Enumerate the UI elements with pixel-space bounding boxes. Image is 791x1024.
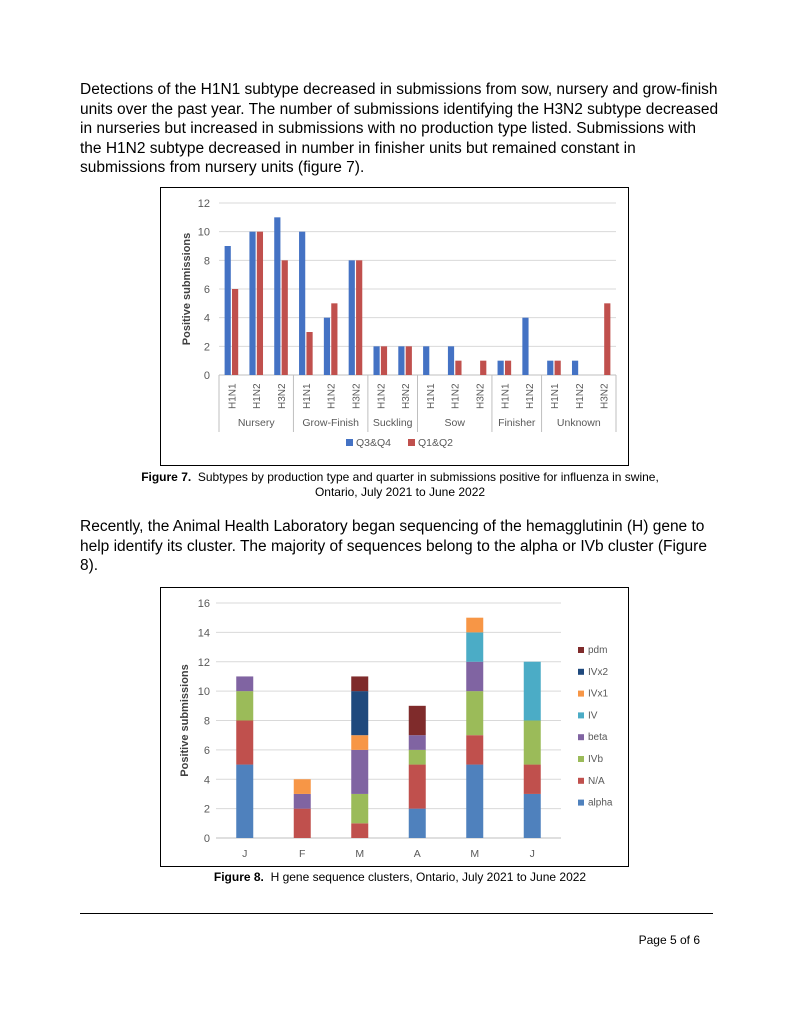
x-tick-label: H1N2 [450,383,462,409]
legend-swatch [578,691,584,697]
group-label: Suckling [372,417,413,429]
figure-7-chart [160,187,629,466]
bar-segment-ivb [409,750,426,765]
figure-7-caption-text-2: Ontario, July 2021 to June 2022 [314,485,486,499]
x-tick-label: H1N1 [500,383,512,409]
bar-segment-iv [466,632,483,661]
legend-swatch [578,800,584,806]
x-tick-label: H3N2 [351,383,363,409]
page-number: Page 5 of 6 [638,933,700,947]
y-tick-label: 10 [197,686,210,699]
bar-segment-ivb [524,721,541,765]
x-tick-label: H1N2 [326,383,338,409]
y-tick-label: 14 [197,627,210,640]
paragraph-h-gene-sequencing: Recently, the Animal Health Laboratory began sequencing of the hemagglutinin (H) gene to help identify its cluster. The majority of sequences belong to the alpha or IVb cluster (Figure 8). [80,518,707,574]
bar-q1q2 [232,289,238,375]
bar-segment-alpha [466,765,483,838]
bar-segment-ivx1 [294,779,311,794]
bar-q1q2 [480,361,486,375]
y-tick-label: 0 [203,833,210,845]
y-axis-label: Positive submissions [181,232,193,346]
x-tick-label: J [242,848,248,860]
y-tick-label: 0 [203,370,210,382]
y-tick-label: 8 [203,255,210,268]
x-tick-label: H1N1 [425,383,437,409]
bar-q3q4 [373,346,379,375]
bar-q1q2 [282,260,288,375]
x-tick-label: A [413,848,421,860]
y-tick-label: 12 [197,198,210,210]
bar-q3q4 [448,346,454,375]
bar-segment-ivx1 [351,735,368,750]
legend-label: pdm [588,645,608,656]
bar-segment-na [351,823,368,838]
x-tick-label: H1N2 [574,383,586,409]
x-tick-label: H3N2 [599,383,611,409]
group-label: Finisher [498,417,536,429]
bar-segment-iv [524,662,541,721]
bar-q1q2 [555,361,561,375]
bar-q3q4 [547,361,553,375]
bar-q3q4 [498,361,504,375]
bar-segment-beta [409,735,426,750]
bar-q1q2 [257,232,263,375]
y-tick-label: 16 [197,598,210,610]
legend-label: Q3&Q4 [356,437,392,449]
bar-segment-alpha [524,794,541,838]
bar-segment-pdm [351,676,368,691]
x-tick-label: H1N2 [525,383,537,409]
x-tick-label: H3N2 [277,383,289,409]
y-tick-label: 4 [203,312,210,325]
bar-segment-alpha [236,765,253,838]
bar-segment-na [466,735,483,764]
bar-q3q4 [249,232,255,375]
bar-q1q2 [406,346,412,375]
legend-swatch [578,712,584,718]
bar-segment-beta [236,676,253,691]
bar-q3q4 [225,246,231,375]
bar-segment-beta [466,662,483,691]
legend-label: IV [588,710,598,722]
x-tick-label: H1N1 [301,383,313,409]
bar-q1q2 [505,361,511,375]
figure-7-label: Figure 7. [141,470,192,484]
legend-label: IVb [588,754,604,765]
bar-segment-na [236,721,253,765]
y-tick-label: 12 [197,656,210,669]
bar-q3q4 [274,217,280,375]
paragraph-h1n1-detections: Detections of the H1N1 subtype decreased in submissions from sow, nursery and grow-finish units over the past year. The number of submissions identifying the H3N2 subtype decreased in nurseries but increased in submissions with no production type listed. Submissions with the H1N2 subtype decreased in number in finisher units but remained constant in submissions from nursery units (figure 7). [80,81,719,176]
x-tick-label: M [470,848,480,860]
bar-q3q4 [423,346,429,375]
legend-label: Q1&Q2 [418,437,454,449]
legend-swatch [578,669,584,675]
x-tick-label: H1N2 [252,383,264,409]
group-label: Nursery [237,417,275,429]
figure-8-chart [160,587,629,867]
figure-8-label: Figure 8. [213,870,264,884]
bar-q3q4 [522,318,528,375]
legend-swatch [408,439,415,446]
bar-segment-ivb [351,794,368,823]
legend-swatch [346,439,353,446]
x-tick-label: J [529,848,535,860]
legend-swatch [578,734,584,740]
footer-rule [80,913,713,914]
y-tick-label: 10 [197,226,210,239]
bar-q3q4 [324,318,330,375]
group-label: Unknown [556,417,601,429]
bar-segment-beta [351,750,368,794]
bar-segment-na [524,765,541,794]
legend-label: beta [588,732,608,744]
figure-8-caption-text: H gene sequence clusters, Ontario, July 2021 to June 2022 [270,870,587,884]
x-tick-label: F [299,848,306,860]
y-tick-label: 4 [203,774,210,787]
bar-q1q2 [331,303,337,375]
bar-segment-na [409,765,426,809]
bar-segment-beta [294,794,311,809]
y-axis-label: Positive submissions [179,664,191,777]
bar-q3q4 [299,232,305,375]
legend-label: IVx1 [588,688,609,700]
bar-q1q2 [604,303,610,375]
legend-swatch [578,778,584,784]
y-tick-label: 2 [203,341,210,354]
y-tick-label: 8 [203,715,210,728]
x-tick-label: M [355,848,365,860]
legend-label: alpha [588,797,613,809]
figure-7-caption [100,470,700,500]
x-tick-label: H1N1 [227,383,239,409]
bar-q3q4 [349,260,355,375]
subtypes-bar-chart [161,188,628,465]
bar-q3q4 [572,361,578,375]
bar-q1q2 [306,332,312,375]
bar-segment-na [294,809,311,838]
bar-q1q2 [356,260,362,375]
legend-swatch [578,756,584,762]
h-gene-stacked-bar-chart [161,588,628,866]
y-tick-label: 6 [203,744,210,757]
legend-swatch [578,647,584,653]
group-label: Grow-Finish [302,417,359,429]
y-tick-label: 6 [203,284,210,296]
bar-segment-alpha [409,809,426,838]
figure-7-caption-text: Subtypes by production type and quarter in submissions positive for influenza in swine, [197,470,659,484]
x-tick-label: H3N2 [401,383,413,409]
bar-segment-ivx2 [351,691,368,735]
figure-8-caption [100,870,700,885]
y-tick-label: 2 [203,803,210,816]
bar-segment-ivb [466,691,483,735]
group-label: Sow [444,417,465,429]
legend-label: N/A [588,775,605,787]
x-tick-label: H1N1 [549,383,561,409]
x-tick-label: H3N2 [475,383,487,409]
bar-q1q2 [381,346,387,375]
bar-q3q4 [398,346,404,375]
bar-q1q2 [455,361,461,375]
bar-segment-ivx1 [466,618,483,633]
legend-label: IVx2 [588,666,609,678]
bar-segment-ivb [236,691,253,720]
x-tick-label: H1N2 [376,383,388,409]
bar-segment-pdm [409,706,426,735]
